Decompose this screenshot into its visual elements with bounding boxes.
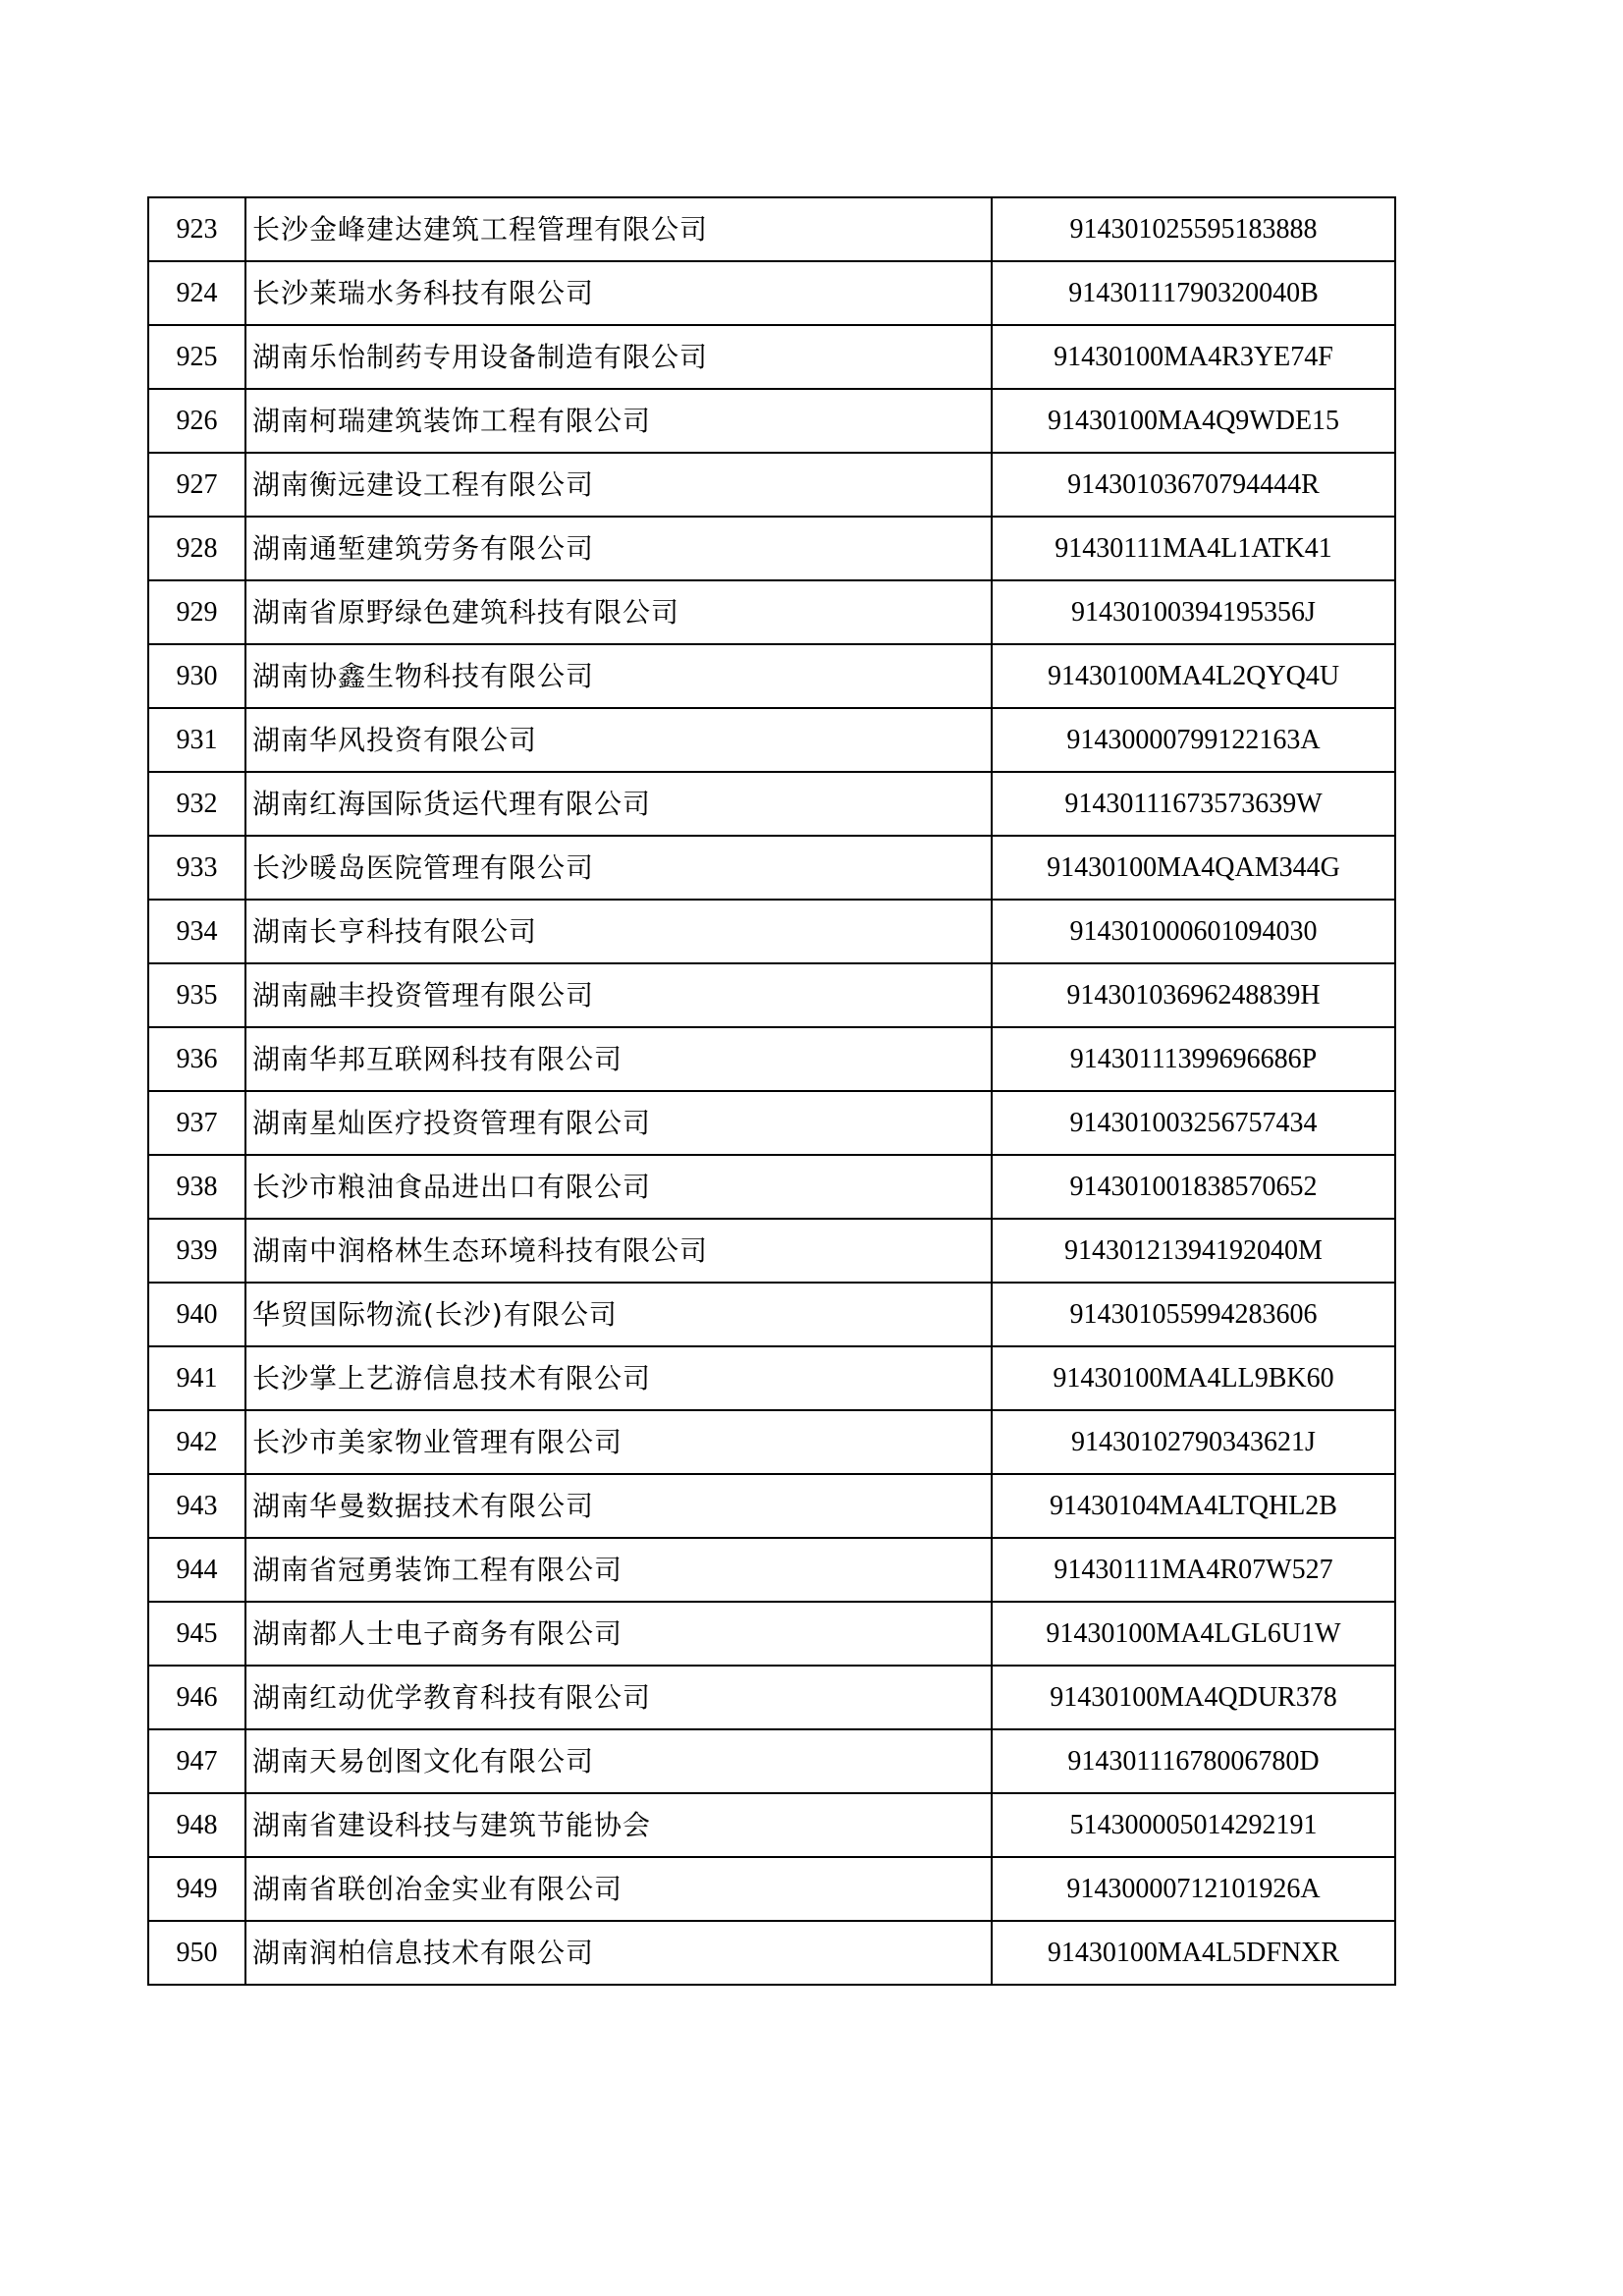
table-row: [148, 1410, 1395, 1474]
credit-code: 91430100394195356J: [992, 580, 1395, 644]
company-name: 湖南融丰投资管理有限公司: [245, 963, 992, 1027]
row-number: 926: [148, 389, 245, 453]
company-name: 湖南华曼数据技术有限公司: [245, 1474, 992, 1538]
table-row: [148, 517, 1395, 580]
table-row: [148, 708, 1395, 772]
company-name: 长沙掌上艺游信息技术有限公司: [245, 1346, 992, 1410]
company-name: 湖南协鑫生物科技有限公司: [245, 644, 992, 708]
table-row: [148, 1793, 1395, 1857]
credit-code: 91430100MA4R3YE74F: [992, 325, 1395, 389]
credit-code: 91430111399696686P: [992, 1027, 1395, 1091]
row-number: 944: [148, 1538, 245, 1602]
table-row: [148, 1857, 1395, 1921]
credit-code: 914301055994283606: [992, 1283, 1395, 1346]
company-name: 湖南红海国际货运代理有限公司: [245, 772, 992, 836]
row-number: 945: [148, 1602, 245, 1666]
credit-code: 914301000601094030: [992, 900, 1395, 963]
table-row: [148, 963, 1395, 1027]
row-number: 935: [148, 963, 245, 1027]
company-name: 湖南天易创图文化有限公司: [245, 1729, 992, 1793]
table-row: [148, 1602, 1395, 1666]
table-row: [148, 580, 1395, 644]
company-name: 湖南通堑建筑劳务有限公司: [245, 517, 992, 580]
company-name: 湖南长亨科技有限公司: [245, 900, 992, 963]
credit-code: 91430103696248839H: [992, 963, 1395, 1027]
table-row: [148, 1729, 1395, 1793]
credit-code: 91430100MA4L2QYQ4U: [992, 644, 1395, 708]
table-row: [148, 1283, 1395, 1346]
row-number: 942: [148, 1410, 245, 1474]
table-row: [148, 1346, 1395, 1410]
company-name: 湖南省建设科技与建筑节能协会: [245, 1793, 992, 1857]
table-row: [148, 644, 1395, 708]
company-name: 湖南华邦互联网科技有限公司: [245, 1027, 992, 1091]
credit-code: 91430121394192040M: [992, 1219, 1395, 1283]
row-number: 941: [148, 1346, 245, 1410]
company-name: 长沙金峰建达建筑工程管理有限公司: [245, 197, 992, 261]
credit-code: 91430100MA4QAM344G: [992, 836, 1395, 900]
row-number: 925: [148, 325, 245, 389]
table-row: [148, 900, 1395, 963]
credit-code: 91430104MA4LTQHL2B: [992, 1474, 1395, 1538]
company-name: 长沙市粮油食品进出口有限公司: [245, 1155, 992, 1219]
table-body: [148, 197, 1395, 1985]
row-number: 938: [148, 1155, 245, 1219]
company-name: 湖南乐怡制药专用设备制造有限公司: [245, 325, 992, 389]
credit-code: 91430100MA4LL9BK60: [992, 1346, 1395, 1410]
row-number: 940: [148, 1283, 245, 1346]
row-number: 949: [148, 1857, 245, 1921]
table-row: [148, 772, 1395, 836]
row-number: 929: [148, 580, 245, 644]
credit-code: 914301001838570652: [992, 1155, 1395, 1219]
table-row: [148, 453, 1395, 517]
row-number: 932: [148, 772, 245, 836]
credit-code: 91430100MA4LGL6U1W: [992, 1602, 1395, 1666]
row-number: 933: [148, 836, 245, 900]
credit-code: 91430103670794444R: [992, 453, 1395, 517]
table-row: [148, 389, 1395, 453]
credit-code: 914301025595183888: [992, 197, 1395, 261]
company-name: 湖南都人士电子商务有限公司: [245, 1602, 992, 1666]
company-name: 湖南省原野绿色建筑科技有限公司: [245, 580, 992, 644]
company-name: 长沙莱瑞水务科技有限公司: [245, 261, 992, 325]
row-number: 947: [148, 1729, 245, 1793]
credit-code: 91430100MA4QDUR378: [992, 1666, 1395, 1729]
table-row: [148, 261, 1395, 325]
company-name: 湖南红动优学教育科技有限公司: [245, 1666, 992, 1729]
row-number: 950: [148, 1921, 245, 1985]
credit-code: 91430100MA4L5DFNXR: [992, 1921, 1395, 1985]
table-row: [148, 1666, 1395, 1729]
credit-code: 91430111673573639W: [992, 772, 1395, 836]
company-name: 湖南衡远建设工程有限公司: [245, 453, 992, 517]
credit-code: 514300005014292191: [992, 1793, 1395, 1857]
company-name: 华贸国际物流(长沙)有限公司: [245, 1283, 992, 1346]
credit-code: 91430111678006780D: [992, 1729, 1395, 1793]
row-number: 934: [148, 900, 245, 963]
table-row: [148, 1538, 1395, 1602]
table-row: [148, 1091, 1395, 1155]
row-number: 939: [148, 1219, 245, 1283]
row-number: 936: [148, 1027, 245, 1091]
company-name: 湖南中润格林生态环境科技有限公司: [245, 1219, 992, 1283]
company-registry-table: [147, 196, 1396, 1986]
company-name: 长沙市美家物业管理有限公司: [245, 1410, 992, 1474]
credit-code: 91430111790320040B: [992, 261, 1395, 325]
credit-code: 91430111MA4R07W527: [992, 1538, 1395, 1602]
row-number: 948: [148, 1793, 245, 1857]
company-name: 湖南省联创冶金实业有限公司: [245, 1857, 992, 1921]
row-number: 946: [148, 1666, 245, 1729]
row-number: 931: [148, 708, 245, 772]
table-row: [148, 325, 1395, 389]
credit-code: 91430000712101926A: [992, 1857, 1395, 1921]
company-name: 湖南华风投资有限公司: [245, 708, 992, 772]
table-row: [148, 1921, 1395, 1985]
company-name: 长沙暖岛医院管理有限公司: [245, 836, 992, 900]
table-row: [148, 1027, 1395, 1091]
credit-code: 914301003256757434: [992, 1091, 1395, 1155]
company-name: 湖南省冠勇装饰工程有限公司: [245, 1538, 992, 1602]
table-row: [148, 1219, 1395, 1283]
table-row: [148, 836, 1395, 900]
row-number: 930: [148, 644, 245, 708]
row-number: 928: [148, 517, 245, 580]
credit-code: 91430000799122163A: [992, 708, 1395, 772]
credit-code: 91430111MA4L1ATK41: [992, 517, 1395, 580]
company-name: 湖南柯瑞建筑装饰工程有限公司: [245, 389, 992, 453]
credit-code: 91430102790343621J: [992, 1410, 1395, 1474]
row-number: 923: [148, 197, 245, 261]
table-row: [148, 1155, 1395, 1219]
row-number: 927: [148, 453, 245, 517]
row-number: 937: [148, 1091, 245, 1155]
row-number: 924: [148, 261, 245, 325]
row-number: 943: [148, 1474, 245, 1538]
company-name: 湖南星灿医疗投资管理有限公司: [245, 1091, 992, 1155]
table-row: [148, 197, 1395, 261]
credit-code: 91430100MA4Q9WDE15: [992, 389, 1395, 453]
table-row: [148, 1474, 1395, 1538]
company-name: 湖南润柏信息技术有限公司: [245, 1921, 992, 1985]
